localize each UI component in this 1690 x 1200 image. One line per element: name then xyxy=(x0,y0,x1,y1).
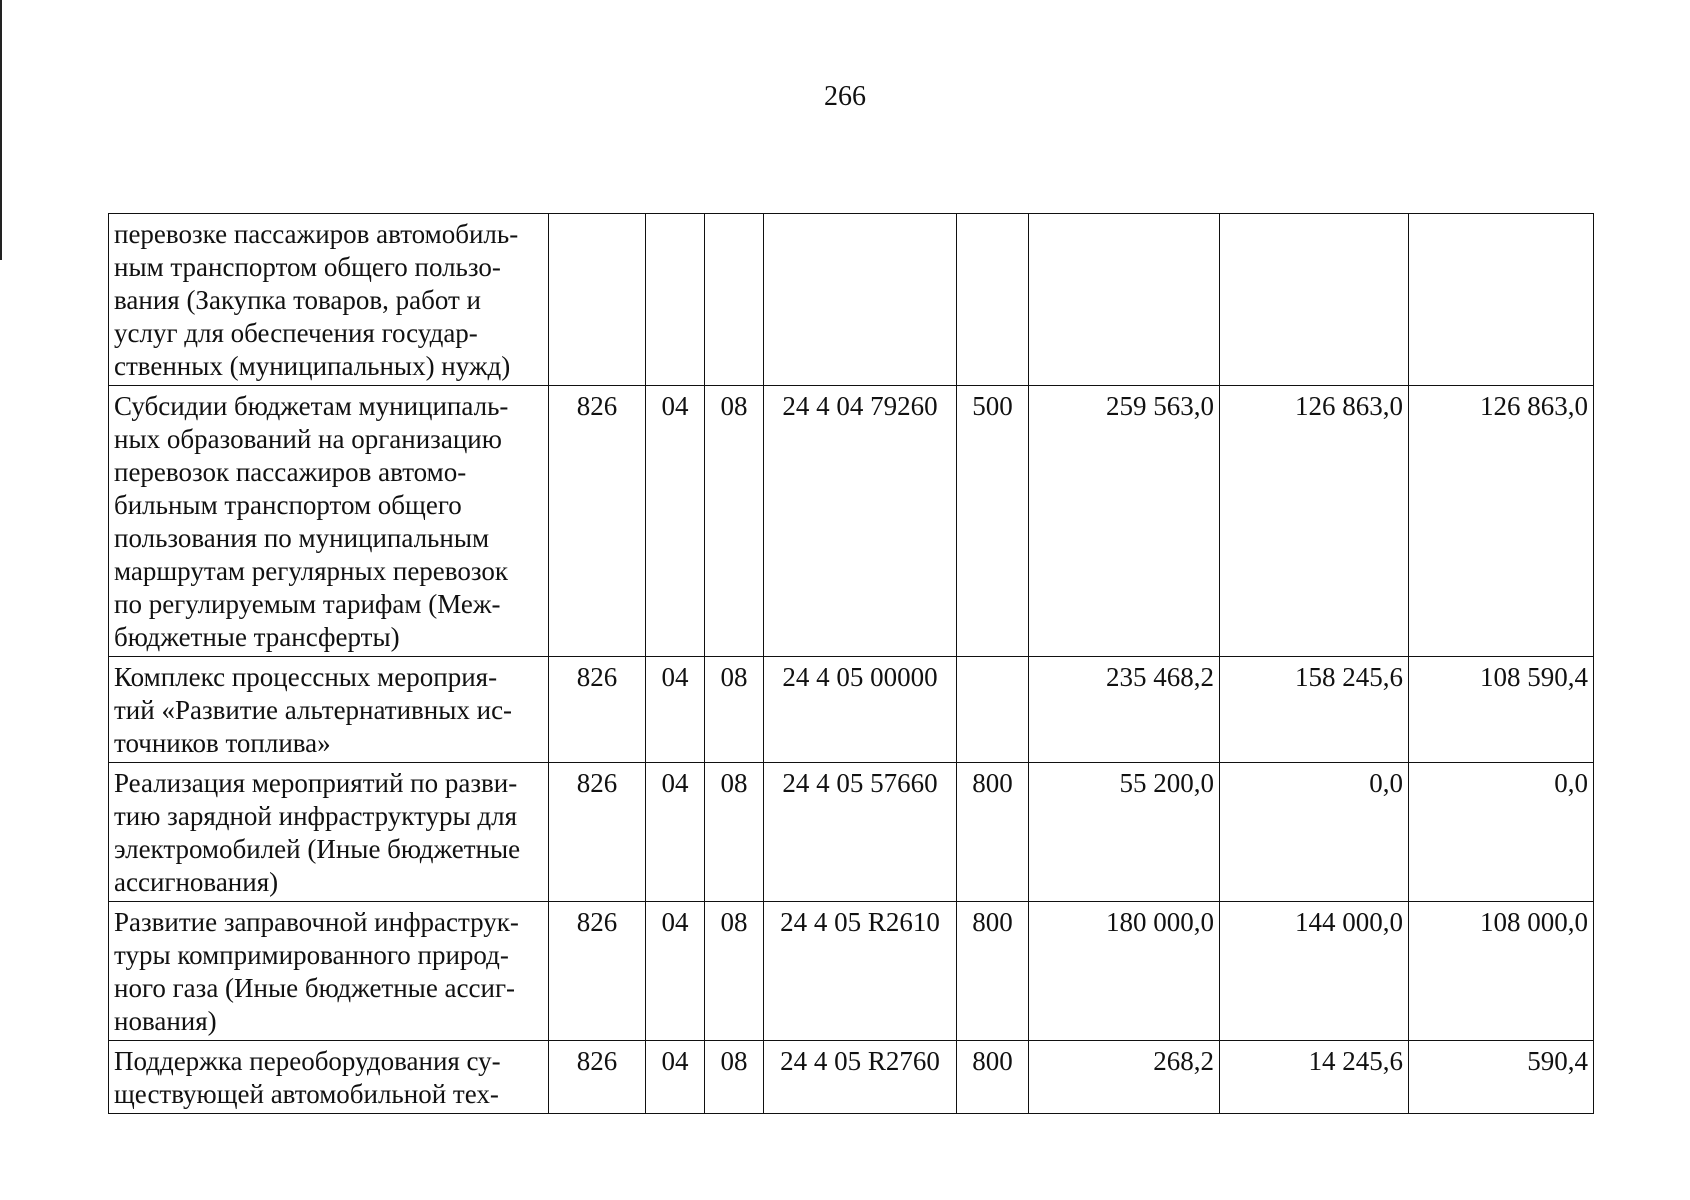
cell-grbs: 826 xyxy=(549,657,646,763)
item-name-line: перевозок пассажиров автомо- xyxy=(114,457,467,487)
cell-section: 04 xyxy=(646,763,705,902)
item-name-line: перевозке пассажиров автомобиль- xyxy=(114,219,519,249)
item-name-line: бильным транспортом общего xyxy=(114,490,462,520)
item-name-line: маршрутам регулярных перевозок xyxy=(114,556,508,586)
item-name-line: Комплекс процессных мероприя- xyxy=(114,662,498,692)
cell-amount-2: 0,0 xyxy=(1220,763,1409,902)
cell-grbs: 826 xyxy=(549,1041,646,1114)
cell-item-name xyxy=(109,214,549,386)
item-name-line: ного газа (Иные бюджетные ассиг- xyxy=(114,973,516,1003)
budget-table xyxy=(108,213,1594,1114)
page-number: 266 xyxy=(824,81,866,112)
cell-subsection: 08 xyxy=(705,657,764,763)
cell-amount-2 xyxy=(1220,214,1409,386)
cell-grbs: 826 xyxy=(549,386,646,657)
item-name-line: ассигнования) xyxy=(114,867,279,897)
cell-target-article: 24 4 05 R2760 xyxy=(764,1041,957,1114)
table-row xyxy=(109,763,1594,902)
scan-edge-line xyxy=(0,0,2,260)
cell-amount-1: 268,2 xyxy=(1029,1041,1220,1114)
item-name-line: Реализация мероприятий по разви- xyxy=(114,768,518,798)
item-name-line: Поддержка переоборудования су- xyxy=(114,1046,501,1076)
cell-grbs: 826 xyxy=(549,902,646,1041)
cell-amount-3: 108 000,0 xyxy=(1409,902,1594,1041)
item-name-line: нования) xyxy=(114,1006,217,1036)
cell-item-name xyxy=(109,902,549,1041)
table-row xyxy=(109,214,1594,386)
item-name-line: тию зарядной инфраструктуры для xyxy=(114,801,517,831)
cell-expense-type: 800 xyxy=(957,1041,1029,1114)
cell-amount-1: 180 000,0 xyxy=(1029,902,1220,1041)
item-name-line: услуг для обеспечения государ- xyxy=(114,318,478,348)
item-name-line: по регулируемым тарифам (Меж- xyxy=(114,589,501,619)
item-name-line: ных образований на организацию xyxy=(114,424,502,454)
item-name-line: туры компримированного природ- xyxy=(114,940,509,970)
item-name-line: Развитие заправочной инфраструк- xyxy=(114,907,519,937)
cell-expense-type: 800 xyxy=(957,763,1029,902)
cell-amount-1: 235 468,2 xyxy=(1029,657,1220,763)
item-name-line: ным транспортом общего пользо- xyxy=(114,252,501,282)
item-name-line: бюджетные трансферты) xyxy=(114,622,400,652)
item-name-line: вания (Закупка товаров, работ и xyxy=(114,285,482,315)
cell-section: 04 xyxy=(646,657,705,763)
cell-item-name xyxy=(109,657,549,763)
cell-amount-3: 108 590,4 xyxy=(1409,657,1594,763)
cell-subsection: 08 xyxy=(705,763,764,902)
cell-amount-2: 144 000,0 xyxy=(1220,902,1409,1041)
cell-expense-type xyxy=(957,214,1029,386)
table-row xyxy=(109,657,1594,763)
cell-target-article: 24 4 05 57660 xyxy=(764,763,957,902)
cell-amount-3 xyxy=(1409,214,1594,386)
item-name-line: ществующей автомобильной тех- xyxy=(114,1079,499,1109)
cell-amount-2: 14 245,6 xyxy=(1220,1041,1409,1114)
cell-amount-3: 590,4 xyxy=(1409,1041,1594,1114)
cell-target-article: 24 4 05 00000 xyxy=(764,657,957,763)
cell-amount-3: 126 863,0 xyxy=(1409,386,1594,657)
table-row xyxy=(109,386,1594,657)
cell-item-name xyxy=(109,763,549,902)
item-name-line: Субсидии бюджетам муниципаль- xyxy=(114,391,509,421)
cell-amount-1: 259 563,0 xyxy=(1029,386,1220,657)
table-row xyxy=(109,902,1594,1041)
cell-subsection: 08 xyxy=(705,386,764,657)
cell-expense-type: 500 xyxy=(957,386,1029,657)
cell-expense-type xyxy=(957,657,1029,763)
cell-item-name xyxy=(109,386,549,657)
cell-subsection: 08 xyxy=(705,1041,764,1114)
item-name-line: электромобилей (Иные бюджетные xyxy=(114,834,521,864)
cell-subsection: 08 xyxy=(705,902,764,1041)
cell-target-article xyxy=(764,214,957,386)
cell-expense-type: 800 xyxy=(957,902,1029,1041)
item-name-line: тий «Развитие альтернативных ис- xyxy=(114,695,513,725)
item-name-line: ственных (муниципальных) нужд) xyxy=(114,351,511,381)
cell-target-article: 24 4 04 79260 xyxy=(764,386,957,657)
cell-section: 04 xyxy=(646,1041,705,1114)
cell-amount-3: 0,0 xyxy=(1409,763,1594,902)
cell-subsection xyxy=(705,214,764,386)
cell-item-name xyxy=(109,1041,549,1114)
cell-section xyxy=(646,214,705,386)
item-name-line: точников топлива» xyxy=(114,728,331,758)
cell-amount-1 xyxy=(1029,214,1220,386)
cell-grbs: 826 xyxy=(549,763,646,902)
cell-target-article: 24 4 05 R2610 xyxy=(764,902,957,1041)
item-name-line: пользования по муниципальным xyxy=(114,523,490,553)
cell-section: 04 xyxy=(646,386,705,657)
table-body xyxy=(109,214,1594,1114)
cell-amount-2: 126 863,0 xyxy=(1220,386,1409,657)
cell-amount-1: 55 200,0 xyxy=(1029,763,1220,902)
cell-section: 04 xyxy=(646,902,705,1041)
table-row xyxy=(109,1041,1594,1114)
cell-grbs xyxy=(549,214,646,386)
cell-amount-2: 158 245,6 xyxy=(1220,657,1409,763)
